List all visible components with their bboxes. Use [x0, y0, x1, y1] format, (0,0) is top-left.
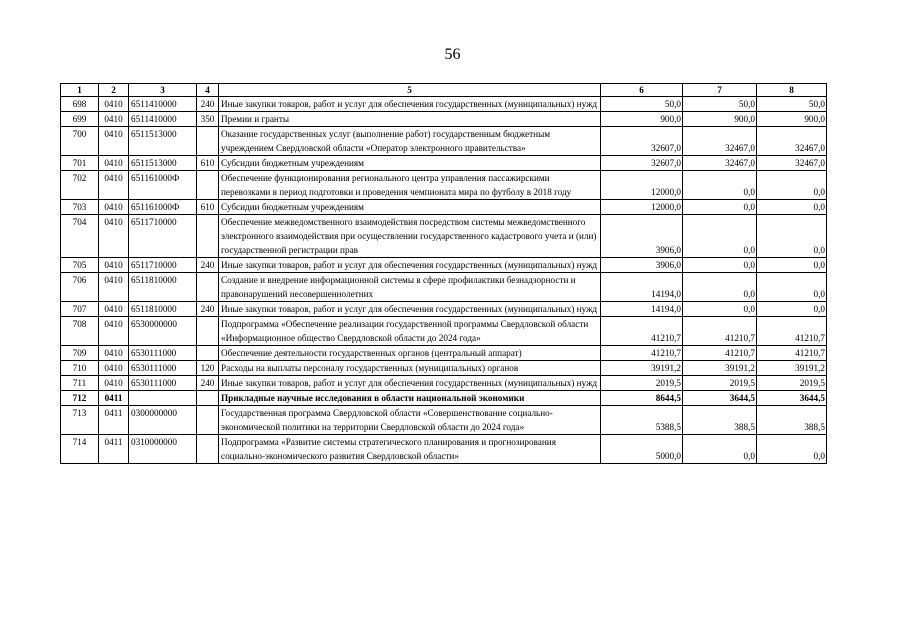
amount-cell-col8: 32467,0 [757, 127, 827, 156]
row-number-cell: 714 [61, 435, 99, 464]
amount-cell-col8: 900,0 [757, 112, 827, 127]
budget-table [60, 83, 827, 464]
amount-cell-col8: 50,0 [757, 97, 827, 112]
table-row [61, 376, 827, 391]
table-body [61, 97, 827, 464]
item-name-cell: Прикладные научные исследования в области национальной экономики [219, 391, 601, 406]
row-number-cell: 704 [61, 215, 99, 258]
amount-cell-col6: 3906,0 [601, 215, 683, 258]
amount-cell-col8: 32467,0 [757, 156, 827, 171]
target-code-cell: 651161000Ф [129, 200, 197, 215]
row-number-cell: 703 [61, 200, 99, 215]
item-name-cell: Обеспечение межведомственного взаимодействия посредством системы межведомственного электронного взаимодействия при осуществлении государственного кадастрового учета и (или) государственной регистрации прав [219, 215, 601, 258]
section-code-cell: 0410 [99, 215, 129, 258]
amount-cell-col7: 0,0 [683, 258, 757, 273]
expense-type-cell: 610 [197, 200, 219, 215]
target-code-cell: 6511513000 [129, 156, 197, 171]
amount-cell-col7: 2019,5 [683, 376, 757, 391]
amount-cell-col6: 2019,5 [601, 376, 683, 391]
item-name-cell: Субсидии бюджетным учреждениям [219, 156, 601, 171]
section-code-cell: 0410 [99, 112, 129, 127]
amount-cell-col7: 41210,7 [683, 346, 757, 361]
header-cell: 3 [129, 84, 197, 97]
section-code-cell: 0410 [99, 171, 129, 200]
expense-type-cell [197, 406, 219, 435]
amount-cell-col6: 12000,0 [601, 171, 683, 200]
amount-cell-col7: 0,0 [683, 200, 757, 215]
amount-cell-col7: 41210,7 [683, 317, 757, 346]
amount-cell-col6: 39191,2 [601, 361, 683, 376]
expense-type-cell: 120 [197, 361, 219, 376]
amount-cell-col6: 50,0 [601, 97, 683, 112]
amount-cell-col6: 14194,0 [601, 273, 683, 302]
section-code-cell: 0410 [99, 317, 129, 346]
row-number-cell: 700 [61, 127, 99, 156]
table-row [61, 215, 827, 258]
amount-cell-col6: 8644,5 [601, 391, 683, 406]
amount-cell-col8: 0,0 [757, 215, 827, 258]
item-name-cell: Оказание государственных услуг (выполнение работ) государственным бюджетным учреждением Свердловской области «Оператор электронного правительства» [219, 127, 601, 156]
section-code-cell: 0410 [99, 200, 129, 215]
section-code-cell: 0410 [99, 156, 129, 171]
expense-type-cell: 240 [197, 258, 219, 273]
expense-type-cell [197, 346, 219, 361]
table-row [61, 361, 827, 376]
target-code-cell: 0310000000 [129, 435, 197, 464]
amount-cell-col8: 0,0 [757, 200, 827, 215]
table-row [61, 127, 827, 156]
expense-type-cell [197, 171, 219, 200]
header-cell: 2 [99, 84, 129, 97]
row-number-cell: 709 [61, 346, 99, 361]
section-code-cell: 0410 [99, 346, 129, 361]
section-code-cell: 0411 [99, 406, 129, 435]
item-name-cell: Подпрограмма «Развитие системы стратегического планирования и прогнозирования социально-экономического развития Свердловской области» [219, 435, 601, 464]
table-row [61, 302, 827, 317]
amount-cell-col8: 0,0 [757, 435, 827, 464]
expense-type-cell [197, 435, 219, 464]
amount-cell-col6: 41210,7 [601, 346, 683, 361]
amount-cell-col6: 5000,0 [601, 435, 683, 464]
item-name-cell: Обеспечение деятельности государственных органов (центральный аппарат) [219, 346, 601, 361]
expense-type-cell: 240 [197, 302, 219, 317]
row-number-cell: 706 [61, 273, 99, 302]
table-row [61, 273, 827, 302]
expense-type-cell [197, 391, 219, 406]
item-name-cell: Государственная программа Свердловской области «Совершенствование социально-экономической политики на территории Свердловской области до 2024 года» [219, 406, 601, 435]
table-row [61, 156, 827, 171]
item-name-cell: Подпрограмма «Обеспечение реализации государственной программы Свердловской области «Информационное общество Свердловской области до 2024 года» [219, 317, 601, 346]
item-name-cell: Иные закупки товаров, работ и услуг для обеспечения государственных (муниципальных) нужд [219, 97, 601, 112]
row-number-cell: 712 [61, 391, 99, 406]
row-number-cell: 708 [61, 317, 99, 346]
amount-cell-col8: 39191,2 [757, 361, 827, 376]
amount-cell-col7: 39191,2 [683, 361, 757, 376]
table-row [61, 317, 827, 346]
amount-cell-col8: 41210,7 [757, 317, 827, 346]
amount-cell-col7: 50,0 [683, 97, 757, 112]
target-code-cell: 6511513000 [129, 127, 197, 156]
target-code-cell: 6530000000 [129, 317, 197, 346]
item-name-cell: Иные закупки товаров, работ и услуг для обеспечения государственных (муниципальных) нужд [219, 376, 601, 391]
item-name-cell: Иные закупки товаров, работ и услуг для обеспечения государственных (муниципальных) нужд [219, 258, 601, 273]
target-code-cell: 6511810000 [129, 302, 197, 317]
row-number-cell: 707 [61, 302, 99, 317]
table-row [61, 171, 827, 200]
amount-cell-col6: 32607,0 [601, 156, 683, 171]
amount-cell-col8: 0,0 [757, 171, 827, 200]
table-row [61, 346, 827, 361]
table-row [61, 406, 827, 435]
target-code-cell [129, 391, 197, 406]
target-code-cell: 6530111000 [129, 361, 197, 376]
item-name-cell: Субсидии бюджетным учреждениям [219, 200, 601, 215]
row-number-cell: 699 [61, 112, 99, 127]
item-name-cell: Иные закупки товаров, работ и услуг для обеспечения государственных (муниципальных) нужд [219, 302, 601, 317]
header-cell: 7 [683, 84, 757, 97]
amount-cell-col8: 2019,5 [757, 376, 827, 391]
table-row [61, 258, 827, 273]
expense-type-cell [197, 127, 219, 156]
target-code-cell: 651161000Ф [129, 171, 197, 200]
header-cell: 5 [219, 84, 601, 97]
section-code-cell: 0410 [99, 127, 129, 156]
item-name-cell: Премии и гранты [219, 112, 601, 127]
section-code-cell: 0411 [99, 435, 129, 464]
section-code-cell: 0410 [99, 273, 129, 302]
item-name-cell: Создание и внедрение информационной системы в сфере профилактики безнадзорности и правонарушений несовершеннолетних [219, 273, 601, 302]
target-code-cell: 6511710000 [129, 215, 197, 258]
amount-cell-col7: 0,0 [683, 215, 757, 258]
amount-cell-col6: 14194,0 [601, 302, 683, 317]
amount-cell-col7: 0,0 [683, 171, 757, 200]
amount-cell-col6: 32607,0 [601, 127, 683, 156]
amount-cell-col7: 388,5 [683, 406, 757, 435]
table-row [61, 435, 827, 464]
section-code-cell: 0410 [99, 258, 129, 273]
amount-cell-col8: 0,0 [757, 258, 827, 273]
header-cell: 4 [197, 84, 219, 97]
table-row [61, 97, 827, 112]
amount-cell-col6: 900,0 [601, 112, 683, 127]
section-code-cell: 0410 [99, 97, 129, 112]
target-code-cell: 6511810000 [129, 273, 197, 302]
target-code-cell: 6511410000 [129, 97, 197, 112]
expense-type-cell: 240 [197, 97, 219, 112]
amount-cell-col8: 388,5 [757, 406, 827, 435]
row-number-cell: 698 [61, 97, 99, 112]
expense-type-cell: 350 [197, 112, 219, 127]
target-code-cell: 6530111000 [129, 376, 197, 391]
target-code-cell: 6511710000 [129, 258, 197, 273]
amount-cell-col8: 0,0 [757, 302, 827, 317]
amount-cell-col7: 0,0 [683, 273, 757, 302]
expense-type-cell [197, 317, 219, 346]
amount-cell-col8: 0,0 [757, 273, 827, 302]
amount-cell-col6: 3906,0 [601, 258, 683, 273]
row-number-cell: 701 [61, 156, 99, 171]
target-code-cell: 0300000000 [129, 406, 197, 435]
section-code-cell: 0410 [99, 376, 129, 391]
target-code-cell: 6530111000 [129, 346, 197, 361]
expense-type-cell [197, 273, 219, 302]
target-code-cell: 6511410000 [129, 112, 197, 127]
row-number-cell: 711 [61, 376, 99, 391]
amount-cell-col7: 0,0 [683, 435, 757, 464]
row-number-cell: 705 [61, 258, 99, 273]
amount-cell-col8: 3644,5 [757, 391, 827, 406]
amount-cell-col7: 32467,0 [683, 127, 757, 156]
expense-type-cell: 240 [197, 376, 219, 391]
table-header-row [61, 84, 827, 97]
amount-cell-col6: 5388,5 [601, 406, 683, 435]
amount-cell-col7: 32467,0 [683, 156, 757, 171]
item-name-cell: Обеспечение функционирования регионального центра управления пассажирскими перевозками в период подготовки и проведения чемпионата мира по футболу в 2018 году [219, 171, 601, 200]
header-cell: 6 [601, 84, 683, 97]
header-cell: 1 [61, 84, 99, 97]
section-code-cell: 0410 [99, 302, 129, 317]
amount-cell-col7: 0,0 [683, 302, 757, 317]
amount-cell-col8: 41210,7 [757, 346, 827, 361]
header-cell: 8 [757, 84, 827, 97]
section-code-cell: 0410 [99, 361, 129, 376]
amount-cell-col7: 900,0 [683, 112, 757, 127]
table-row [61, 391, 827, 406]
row-number-cell: 702 [61, 171, 99, 200]
expense-type-cell [197, 215, 219, 258]
row-number-cell: 713 [61, 406, 99, 435]
table-row [61, 112, 827, 127]
section-code-cell: 0411 [99, 391, 129, 406]
amount-cell-col7: 3644,5 [683, 391, 757, 406]
item-name-cell: Расходы на выплаты персоналу государственных (муниципальных) органов [219, 361, 601, 376]
row-number-cell: 710 [61, 361, 99, 376]
table-row [61, 200, 827, 215]
page-number: 56 [444, 46, 461, 63]
amount-cell-col6: 12000,0 [601, 200, 683, 215]
expense-type-cell: 610 [197, 156, 219, 171]
amount-cell-col6: 41210,7 [601, 317, 683, 346]
